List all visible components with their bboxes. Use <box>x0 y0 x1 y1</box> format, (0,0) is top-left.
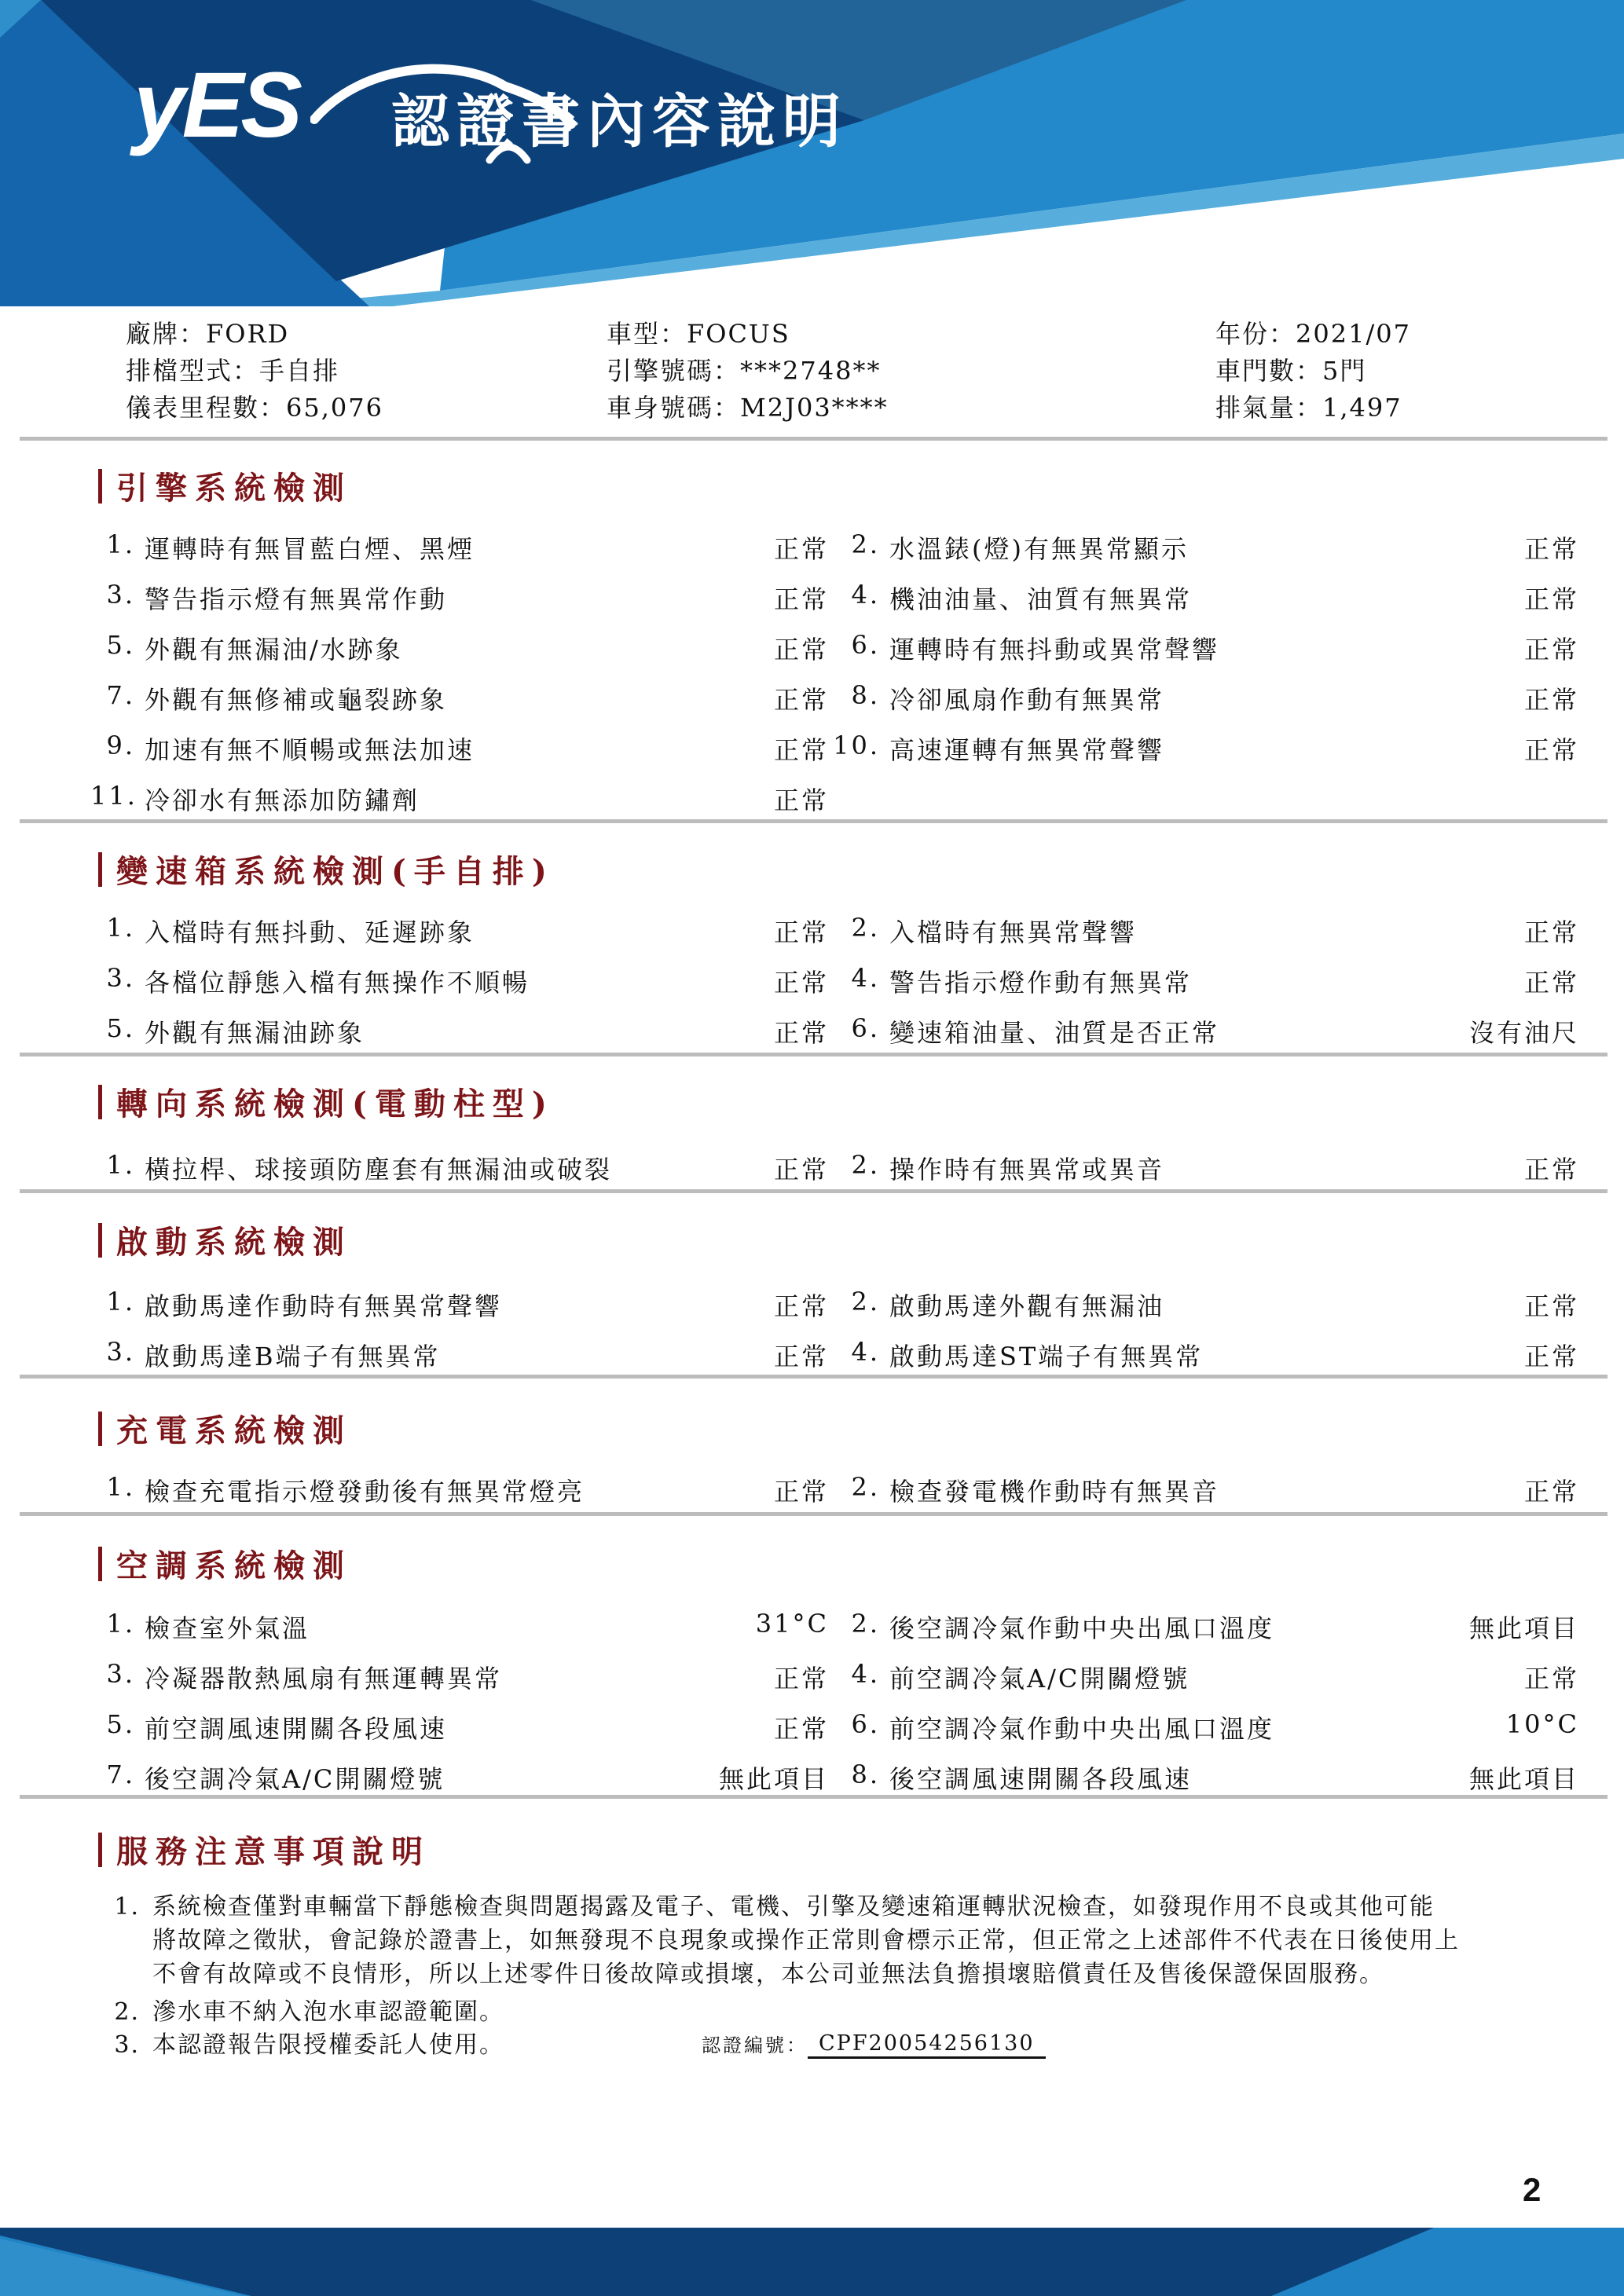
inspection-item-label: 後空調冷氣作動中央出風口溫度 <box>889 1613 1275 1643</box>
inspection-item-label: 高速運轉有無異常聲響 <box>889 735 1165 765</box>
divider-line <box>20 437 1608 441</box>
inspection-item-number: 2. <box>851 529 880 559</box>
inspection-item-number: 7. <box>106 1760 135 1789</box>
inspection-item-label: 啟動馬達ST端子有無異常 <box>889 1342 1204 1371</box>
inspection-item-label: 檢查發電機作動時有無異音 <box>889 1477 1220 1507</box>
section-accent-bar <box>98 1833 102 1867</box>
vehicle-info-cell: 車身號碼：M2J03**** <box>607 393 889 423</box>
section-header <box>0 1218 1624 1262</box>
inspection-item-label: 水溫錶(燈)有無異常顯示 <box>889 534 1189 564</box>
section-ac-inspection <box>0 1541 1624 1794</box>
inspection-item-label: 橫拉桿、球接頭防塵套有無漏油或破裂 <box>145 1155 613 1185</box>
section-header <box>0 1406 1624 1451</box>
vehicle-info-cell: 車型：FOCUS <box>607 319 790 349</box>
inspection-item-value: 正常 <box>1523 534 1579 564</box>
inspection-item-number: 7. <box>106 680 135 710</box>
inspection-item-number: 3. <box>106 963 135 993</box>
inspection-item-label: 冷凝器散熱風扇有無運轉異常 <box>145 1664 503 1694</box>
vehicle-info-cell: 車門數：5門 <box>1215 356 1367 386</box>
inspection-rows <box>90 1150 1579 1200</box>
inspection-item-number: 1. <box>106 529 135 559</box>
inspection-rows <box>90 1472 1579 1522</box>
inspection-item-label: 加速有無不順暢或無法加速 <box>145 735 475 765</box>
inspection-item-value: 正常 <box>1523 1664 1579 1694</box>
section-starting-inspection <box>0 1218 1624 1371</box>
footer-background-art <box>0 2228 1624 2296</box>
inspection-rows <box>90 1287 1579 1387</box>
section-title: 充電系統檢測 <box>116 1412 352 1449</box>
inspection-rows <box>90 529 1579 831</box>
inspection-item-value: 正常 <box>773 1155 829 1185</box>
inspection-item-number: 2. <box>851 1609 880 1639</box>
section-accent-bar <box>98 1547 102 1581</box>
inspection-item-number: 5. <box>106 1709 135 1739</box>
inspection-item-label: 檢查充電指示燈發動後有無異常燈亮 <box>145 1477 585 1507</box>
inspection-item-number: 3. <box>106 580 135 610</box>
service-note-text: 本認證報告限授權委託人使用。 <box>152 2031 504 2059</box>
inspection-item-number: 2. <box>851 1150 880 1180</box>
inspection-item-value: 正常 <box>773 917 829 947</box>
section-accent-bar <box>98 852 102 887</box>
inspection-item-value: 正常 <box>773 1477 829 1507</box>
header-banner <box>0 0 1624 306</box>
certificate-number-label: 認證編號： <box>702 2034 808 2056</box>
inspection-item-value: 10°C <box>1505 1709 1579 1739</box>
inspection-item-label: 警告指示燈作動有無異常 <box>889 968 1193 998</box>
inspection-item-number: 2. <box>851 1472 880 1502</box>
inspection-item-label: 入檔時有無異常聲響 <box>889 917 1138 947</box>
inspection-item-value: 正常 <box>1523 584 1579 614</box>
inspection-item-value: 正常 <box>773 1664 829 1694</box>
inspection-item-number: 8. <box>851 1760 880 1789</box>
inspection-item-label: 外觀有無漏油/水跡象 <box>145 635 403 665</box>
inspection-item-label: 啟動馬達作動時有無異常聲響 <box>145 1291 503 1321</box>
inspection-item-number: 2. <box>851 1287 880 1316</box>
inspection-item-label: 機油油量、油質有無異常 <box>889 584 1193 614</box>
section-header <box>0 847 1624 892</box>
section-title: 服務注意事項說明 <box>116 1833 431 1870</box>
inspection-item-number: 4. <box>851 1659 880 1689</box>
section-transmission-inspection <box>0 847 1624 1048</box>
inspection-item-number: 11. <box>90 781 137 811</box>
inspection-item-value: 正常 <box>773 1714 829 1744</box>
inspection-item-number: 4. <box>851 1337 880 1367</box>
certificate-number-value: CPF20054256130 <box>808 2031 1046 2059</box>
inspection-item-label: 運轉時有無冒藍白煙、黑煙 <box>145 534 475 564</box>
vehicle-info-cell: 年份：2021/07 <box>1215 319 1411 349</box>
inspection-item-value: 正常 <box>773 1342 829 1371</box>
service-note-number: 3. <box>114 2031 140 2059</box>
inspection-item-label: 運轉時有無抖動或異常聲響 <box>889 635 1220 665</box>
inspection-item-label: 前空調冷氣作動中央出風口溫度 <box>889 1714 1275 1744</box>
inspection-item-label: 後空調風速開關各段風速 <box>889 1764 1193 1794</box>
inspection-item-number <box>829 781 880 831</box>
section-title: 變速箱系統檢測(手自排) <box>116 853 555 890</box>
inspection-item-value: 正常 <box>1523 1291 1579 1321</box>
inspection-item-number: 1. <box>106 1287 135 1316</box>
inspection-item-value: 沒有油尺 <box>1468 1018 1579 1048</box>
inspection-item-value: 正常 <box>773 1018 829 1048</box>
inspection-item-number: 2. <box>851 913 880 943</box>
section-accent-bar <box>98 1223 102 1258</box>
inspection-item-label: 前空調風速開關各段風速 <box>145 1714 448 1744</box>
vehicle-info-grid <box>126 314 1593 425</box>
section-accent-bar <box>98 1412 102 1446</box>
inspection-item-value: 正常 <box>773 968 829 998</box>
vehicle-info-cell: 排檔型式：手自排 <box>126 356 340 386</box>
section-title: 轉向系統檢測(電動柱型) <box>116 1086 555 1122</box>
inspection-item-label: 外觀有無漏油跡象 <box>145 1018 365 1048</box>
inspection-item-number: 3. <box>106 1337 135 1367</box>
inspection-item-number: 6. <box>851 1013 880 1043</box>
inspection-item-number: 5. <box>106 630 135 660</box>
inspection-item-number: 4. <box>851 580 880 610</box>
section-accent-bar <box>98 469 102 504</box>
inspection-item-number: 5. <box>106 1013 135 1043</box>
inspection-item-label: 操作時有無異常或異音 <box>889 1155 1165 1185</box>
vehicle-info-cell: 儀表里程數：65,076 <box>126 393 383 423</box>
section-steering-inspection <box>0 1079 1624 1185</box>
footer-banner <box>0 2228 1624 2296</box>
inspection-item-label <box>880 781 1426 831</box>
vehicle-info-cell: 排氣量：1,497 <box>1215 393 1402 423</box>
inspection-item-value: 正常 <box>773 1291 829 1321</box>
inspection-item-label: 入檔時有無抖動、延遲跡象 <box>145 917 475 947</box>
section-title: 空調系統檢測 <box>116 1547 352 1584</box>
section-engine-inspection <box>0 463 1624 815</box>
service-note-number: 1. <box>114 1893 140 1921</box>
page-number: 2 <box>1523 2171 1542 2208</box>
inspection-item-value: 正常 <box>1523 1342 1579 1371</box>
certificate-number-row <box>702 2030 1046 2059</box>
section-header <box>0 463 1624 508</box>
section-header <box>0 1541 1624 1586</box>
yes-logo-text: yES <box>134 53 300 157</box>
inspection-item-value: 無此項目 <box>1468 1764 1579 1794</box>
inspection-item-number: 1. <box>106 1150 135 1180</box>
inspection-item-label: 後空調冷氣A/C開關燈號 <box>145 1764 445 1794</box>
inspection-item-number: 3. <box>106 1659 135 1689</box>
inspection-item-number: 1. <box>106 913 135 943</box>
inspection-item-value: 無此項目 <box>718 1764 829 1794</box>
inspection-item-value: 正常 <box>773 584 829 614</box>
service-note-text: 系統檢查僅對車輛當下靜態檢查與問題揭露及電子、電機、引擎及變速箱運轉狀況檢查，如發現作用不良或其他可能 將故障之徵狀，會記錄於證書上，如無發現不良現象或操作正常則會標示正常，但正常之上述部件不代表在日後使用上 不會有故障或不良情形，所以上述零件日後故障或損壞，本公司並無法負擔損壞賠償責任及售後保證保固服務。 <box>152 1893 1460 1988</box>
inspection-item-number: 4. <box>851 963 880 993</box>
inspection-item-value: 無此項目 <box>1468 1613 1579 1643</box>
section-header <box>0 1827 1624 1872</box>
inspection-item-number: 10. <box>833 731 880 760</box>
inspection-item-number: 6. <box>851 630 880 660</box>
section-charging-inspection <box>0 1406 1624 1507</box>
inspection-item-number: 8. <box>851 680 880 710</box>
inspection-item-value <box>1426 781 1579 831</box>
inspection-item-label: 啟動馬達B端子有無異常 <box>145 1342 441 1371</box>
inspection-item-value: 正常 <box>1523 1155 1579 1185</box>
inspection-item-label: 前空調冷氣A/C開關燈號 <box>889 1664 1190 1694</box>
service-note-number: 2. <box>114 1998 140 2026</box>
section-title: 啟動系統檢測 <box>116 1224 352 1261</box>
inspection-item-value: 正常 <box>773 534 829 564</box>
inspection-item-label: 啟動馬達外觀有無漏油 <box>889 1291 1165 1321</box>
service-note <box>105 1890 1460 1991</box>
service-note <box>105 1995 504 2029</box>
page-title: 認證書內容說明 <box>391 88 848 156</box>
vehicle-info-cell: 廠牌：FORD <box>126 319 290 349</box>
inspection-item-label: 檢查室外氣溫 <box>145 1613 310 1643</box>
inspection-item-label: 警告指示燈有無異常作動 <box>145 584 448 614</box>
service-note-text: 滲水車不納入泡水車認證範圍。 <box>152 1998 504 2026</box>
inspection-item-value: 31°C <box>755 1609 829 1639</box>
inspection-item-value: 正常 <box>1523 685 1579 715</box>
inspection-item-value: 正常 <box>773 685 829 715</box>
service-note <box>105 2028 504 2062</box>
inspection-item-label: 冷卻水有無添加防鏽劑 <box>145 785 420 815</box>
inspection-item-label: 外觀有無修補或龜裂跡象 <box>145 685 448 715</box>
inspection-item-value: 正常 <box>773 735 829 765</box>
inspection-rows <box>90 913 1579 1064</box>
inspection-item-label: 冷卻風扇作動有無異常 <box>889 685 1165 715</box>
inspection-item-value: 正常 <box>773 785 829 815</box>
section-header <box>0 1079 1624 1124</box>
inspection-item-value: 正常 <box>1523 735 1579 765</box>
inspection-item-value: 正常 <box>1523 1477 1579 1507</box>
inspection-item-value: 正常 <box>1523 635 1579 665</box>
inspection-item-label: 變速箱油量、油質是否正常 <box>889 1018 1220 1048</box>
inspection-item-number: 9. <box>106 731 135 760</box>
section-title: 引擎系統檢測 <box>116 470 352 507</box>
inspection-rows <box>90 1609 1579 1810</box>
inspection-item-number: 1. <box>106 1472 135 1502</box>
inspection-item-label: 各檔位靜態入檔有無操作不順暢 <box>145 968 530 998</box>
inspection-item-value: 正常 <box>1523 917 1579 947</box>
inspection-item-number: 1. <box>106 1609 135 1639</box>
section-accent-bar <box>98 1085 102 1119</box>
inspection-item-value: 正常 <box>773 635 829 665</box>
inspection-item-number: 6. <box>851 1709 880 1739</box>
vehicle-info-cell: 引擎號碼：***2748** <box>607 356 882 386</box>
inspection-item-value: 正常 <box>1523 968 1579 998</box>
